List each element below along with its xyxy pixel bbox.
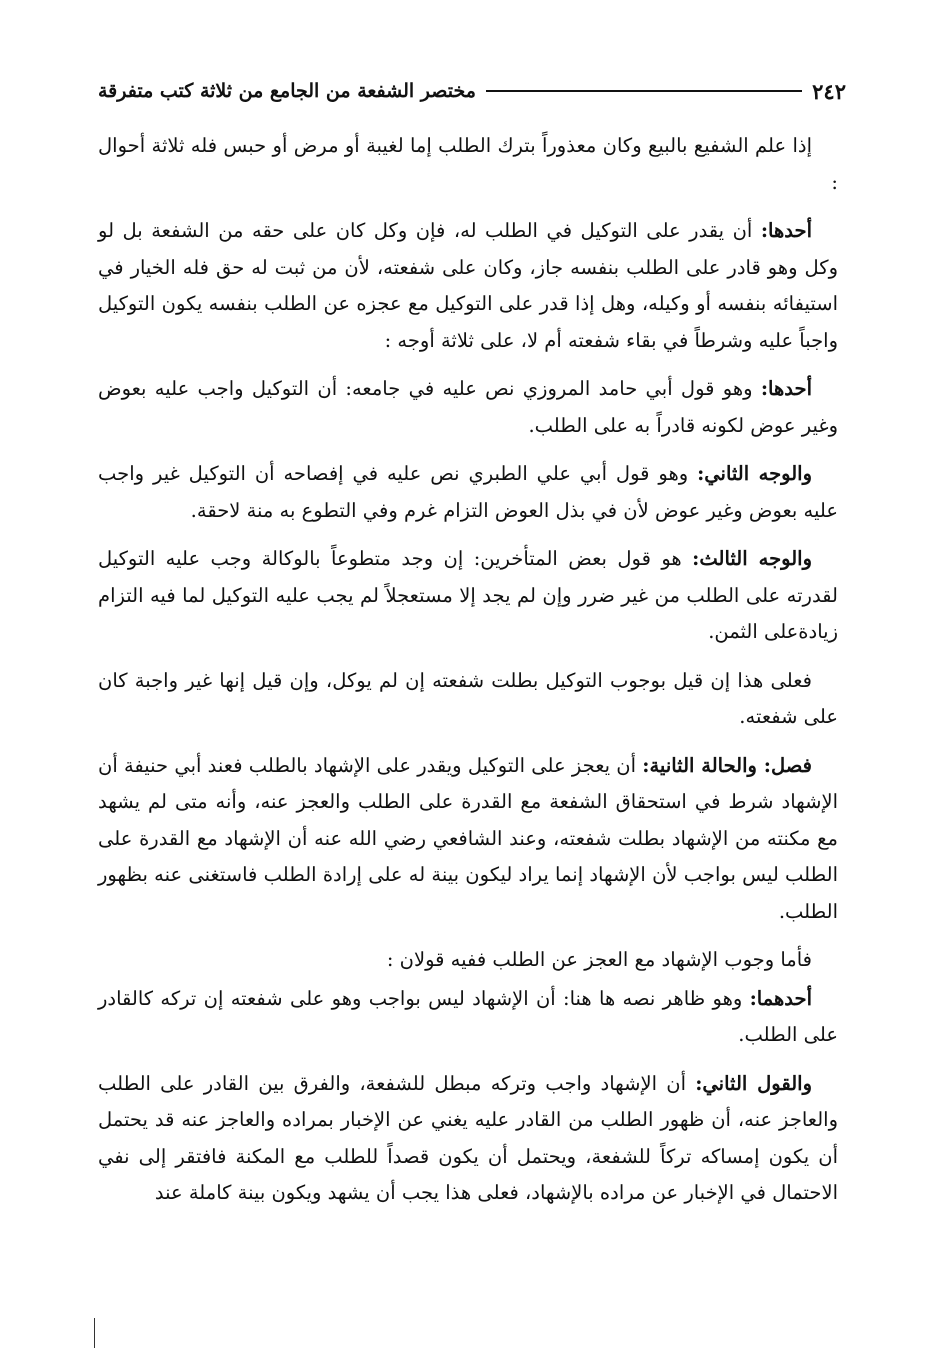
paragraph — [98, 1066, 838, 1212]
paragraph — [98, 213, 838, 359]
paragraph-text: أن يعجز على التوكيل ويقدر على الإشهاد بالطلب فعند أبي حنيفة أن الإشهاد شرط في استحقاق الشفعة مع القدرة على الطلب والعجز عنه، وأنه متى لم يشهد مع مكنته من الإشهاد بطلت شفعته، وعند الشافعي رضي الله عنه أن الإشهاد مع القدرة على الطلب ليس بواجب لأن الإشهاد إنما يراد ليكون بينة له على إرادة الطلب فاستغنى عنه بظهور الطلب. — [98, 753, 838, 923]
paragraph-text: فأما وجوب الإشهاد مع العجز عن الطلب ففيه قولان : — [386, 948, 812, 971]
paragraph-text: وهو ظاهر نصه ها هنا: أن الإشهاد ليس بواجب وهو على شفعته إن تركه كالقادر على الطلب. — [98, 986, 838, 1046]
paragraph — [98, 456, 838, 529]
header-rule — [486, 90, 802, 92]
paragraph-text: وهو قول أبي علي الطبري نص عليه في إفصاحه أن التوكيل غير واجب عليه بعوض وغير عوض لأن في بذل العوض التزام غرم وفي التطوع به منة لاحقة. — [98, 462, 838, 522]
paragraph — [98, 371, 838, 444]
paragraph — [98, 541, 838, 651]
paragraph — [98, 981, 838, 1054]
paragraph — [98, 663, 838, 736]
paragraph-text: أن الإشهاد واجب وتركه مبطل للشفعة، والفرق بين القادر على الطلب والعاجز عنه، أن ظهور الطلب من القادر عليه يغني عن الإخبار بمراده والعاجز عنه قد يحتمل أن يكون إمساكه تركاً للشفعة، ويحتمل أن يكون قصداً للطلب مع المكنة فافتقر إلى نفي الاحتمال في الإخبار عن مراده بالإشهاد، فعلى هذا يجب أن يشهد ويكون بينة كاملة عند — [98, 1071, 838, 1204]
book-title: مختصر الشفعة من الجامع من ثلاثة كتب متفرقة — [98, 80, 476, 102]
paragraph — [98, 128, 838, 201]
paragraph-text: أن يقدر على التوكيل في الطلب له، فإن وكل كان على حقه من الشفعة بل لو وكل وهو قادر على الطلب بنفسه جاز، وكان على شفعته، لأن من ثبت له حق فله الخيار في استيفائه بنفسه أو وكيله، وهل إذا قدر على التوكيل مع عجزه عن الطلب بنفسه يكون التوكيل واجباً عليه وشرطاً في بقاء شفعته أم لا، على ثلاثة أوجه : — [98, 219, 838, 352]
running-header — [98, 76, 846, 106]
paragraph-lead: أحدهما: — [749, 986, 812, 1010]
paragraph-text: إذا علم الشفيع بالبيع وكان معذوراً بترك الطلب إما لغيبة أو مرض أو حبس فله ثلاثة أحوال : — [98, 134, 838, 194]
page-number: ٢٤٢ — [812, 78, 846, 104]
paragraph-lead: أحدها: — [760, 219, 812, 242]
margin-mark — [94, 1318, 95, 1348]
paragraph-lead: أحدها: — [760, 377, 812, 400]
paragraph-lead: والقول الثاني: — [695, 1071, 812, 1095]
body-text — [98, 128, 838, 1224]
paragraph-text: فعلى هذا إن قيل بوجوب التوكيل بطلت شفعته إن لم يوكل، وإن قيل إنها غير واجبة كان على شفعته. — [98, 668, 838, 728]
paragraph — [98, 942, 838, 979]
paragraph-lead: والوجه الثاني: — [697, 462, 812, 485]
paragraph-text: وهو قول أبي حامد المروزي نص عليه في جامعه: أن التوكيل واجب عليه بعوض وغير عوض لكونه قادراً به على الطلب. — [98, 377, 838, 437]
paragraph-lead: والوجه الثالث: — [692, 547, 813, 570]
paragraph-text: هو قول بعض المتأخرين: إن وجد متطوعاً بالوكالة وجب عليه التوكيل لقدرته على الطلب من غير ضرر وإن لم يجد إلا مستعجلاً لم يجب عليه التوكيل لما فيه التزام زيادةعلى الثمن. — [98, 547, 838, 643]
paragraph-lead: فصل: والحالة الثانية: — [642, 753, 812, 777]
paragraph — [98, 748, 838, 931]
